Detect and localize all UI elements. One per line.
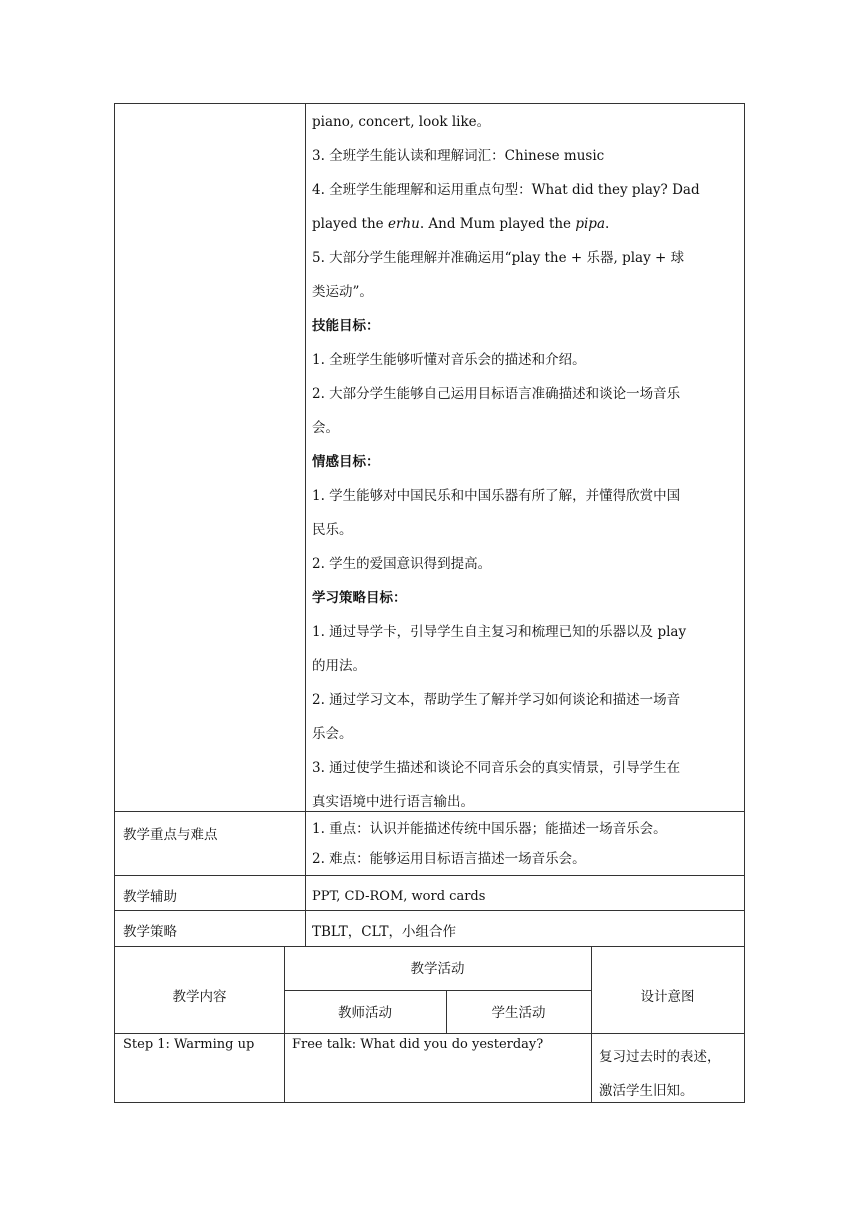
objectives-cell xyxy=(312,105,742,819)
objective-line: 民乐。 xyxy=(312,522,353,538)
student-activity-header: 学生活动 xyxy=(491,1005,546,1021)
aids-value: PPT, CD-ROM, word cards xyxy=(312,889,486,904)
objective-line: 2. 大部分学生能够自己运用目标语言准确描述和谈论一场音乐 xyxy=(312,386,681,402)
step1-teacher-activity: Free talk: What did you do yesterday? xyxy=(292,1037,544,1052)
intent-line: 激活学生旧知。 xyxy=(599,1083,694,1099)
objective-line: 1. 通过导学卡，引导学生自主复习和梳理已知的乐器以及 play xyxy=(312,624,687,640)
lesson-plan-table xyxy=(114,103,745,1103)
objective-line: 1. 学生能够对中国民乐和中国乐器有所了解，并懂得欣赏中国 xyxy=(312,488,681,504)
objective-line: 3. 通过使学生描述和谈论不同音乐会的真实情景，引导学生在 xyxy=(312,760,681,776)
objective-line: 4. 全班学生能理解和运用重点句型：What did they play? Dad xyxy=(312,182,700,198)
section-heading: 情感目标： xyxy=(312,454,380,470)
objective-line: 真实语境中进行语言输出。 xyxy=(312,794,474,810)
key-point-line: 2. 难点：能够运用目标语言描述一场音乐会。 xyxy=(312,851,586,867)
intent-line: 复习过去时的表述， xyxy=(599,1049,721,1065)
objective-line: 会。 xyxy=(312,420,339,436)
step1-content: Step 1: Warming up xyxy=(123,1037,255,1052)
column-divider xyxy=(305,104,306,946)
intent-header: 设计意图 xyxy=(640,989,695,1005)
row-divider xyxy=(284,990,591,991)
objective-line: piano, concert, look like。 xyxy=(312,114,491,130)
objective-line: 3. 全班学生能认读和理解词汇：Chinese music xyxy=(312,148,605,164)
section-heading: 技能目标： xyxy=(312,318,380,334)
content-header: 教学内容 xyxy=(172,989,227,1005)
key-points-label: 教学重点与难点 xyxy=(123,827,218,843)
objective-line: 乐会。 xyxy=(312,726,353,742)
step1-intent xyxy=(599,1040,744,1108)
objective-line: 的用法。 xyxy=(312,658,366,674)
activities-header: 教学活动 xyxy=(410,961,465,977)
objective-line: 类运动”。 xyxy=(312,284,373,300)
objective-line: played the erhu. And Mum played the pipa. xyxy=(312,216,610,232)
aids-label: 教学辅助 xyxy=(123,889,177,905)
objective-line: 2. 学生的爱国意识得到提高。 xyxy=(312,556,492,572)
row-divider xyxy=(115,875,744,876)
column-divider xyxy=(591,946,592,1103)
objective-line: 1. 全班学生能够听懂对音乐会的描述和介绍。 xyxy=(312,352,586,368)
strategy-label: 教学策略 xyxy=(123,924,177,940)
teacher-activity-header: 教师活动 xyxy=(338,1005,392,1021)
strategy-value: TBLT，CLT，小组合作 xyxy=(312,924,456,940)
objective-line: 2. 通过学习文本，帮助学生了解并学习如何谈论和描述一场音 xyxy=(312,692,681,708)
key-point-line: 1. 重点：认识并能描述传统中国乐器；能描述一场音乐会。 xyxy=(312,821,667,837)
objective-line: 5. 大部分学生能理解并准确运用“play the + 乐器, play + 球 xyxy=(312,250,685,266)
key-points-cell xyxy=(312,812,742,874)
section-heading: 学习策略目标： xyxy=(312,590,407,606)
